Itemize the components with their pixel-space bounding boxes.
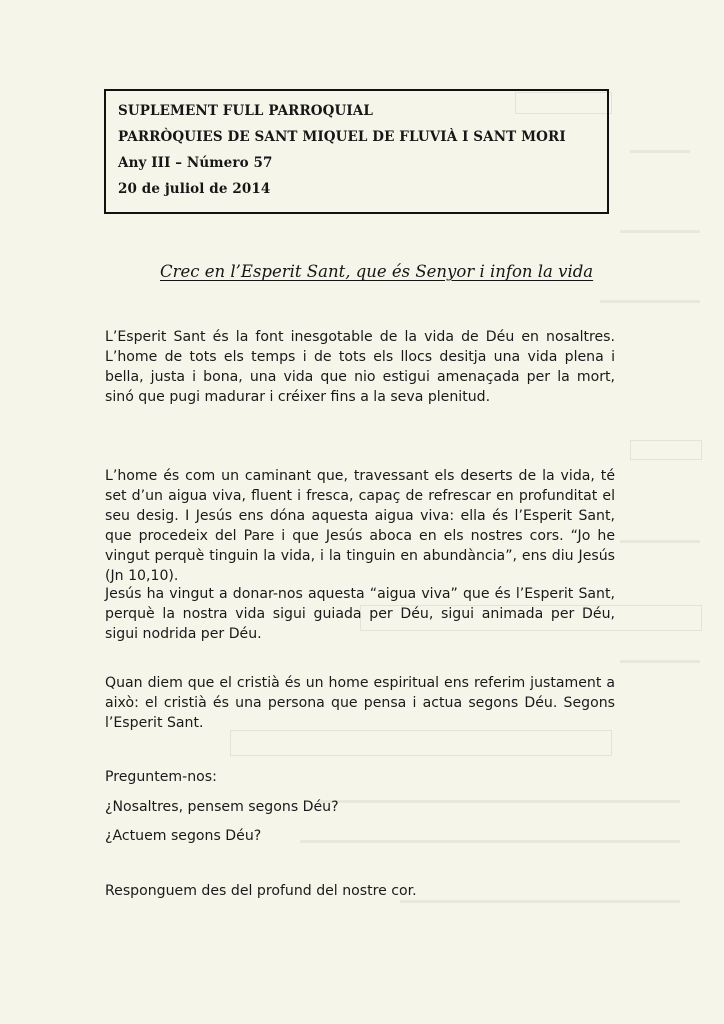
closing-line: Responguem des del profund del nostre cor. bbox=[105, 883, 417, 899]
parishes-name: PARRÒQUIES DE SANT MIQUEL DE FLUVIÀ I SANT MORI bbox=[118, 129, 566, 145]
issue-number: Any III – Número 57 bbox=[118, 155, 273, 171]
questions-intro: Preguntem-nos: bbox=[105, 769, 217, 785]
supplement-title: SUPLEMENT FULL PARROQUIAL bbox=[118, 103, 373, 119]
paragraph-1: L’Esperit Sant és la font inesgotable de la vida de Déu en nosaltres. L’home de tots els temps i de tots els llocs desitja una vida plena i bella, justa i bona, una vida que nio estigui amenaçada per la mort, sinó que pugi madurar i créixer fins a la seva plenitud. bbox=[105, 329, 615, 405]
question-act: ¿Actuem segons Déu? bbox=[105, 828, 262, 844]
paragraph-4: Quan diem que el cristià és un home espiritual ens referim justament a això: el cristià és una persona que pensa i actua segons Déu. Segons l’Esperit Sant. bbox=[105, 675, 615, 731]
article-title: Crec en l’Esperit Sant, que és Senyor i infon la vida bbox=[160, 262, 594, 281]
issue-date: 20 de juliol de 2014 bbox=[118, 181, 271, 197]
question-think: ¿Nosaltres, pensem segons Déu? bbox=[105, 799, 339, 815]
header-box bbox=[104, 89, 609, 214]
paragraph-2: L’home és com un caminant que, travessant els deserts de la vida, té set d’un aigua viva, fluent i fresca, capaç de refrescar en profunditat el seu desig. I Jesús ens dóna aquesta aigua viva: ella és l’Esperit Sant, que procedeix del Pare i que Jesús aboca en els nostres cors. “Jo he vingut perquè tinguin la vida, i la tinguin en abundància”, ens diu Jesús (Jn 10,10). bbox=[105, 468, 615, 584]
paragraph-3: Jesús ha vingut a donar-nos aquesta “aigua viva” que és l’Esperit Sant, perquè la nostra vida sigui guiada per Déu, sigui animada per Déu, sigui nodrida per Déu. bbox=[105, 586, 615, 642]
